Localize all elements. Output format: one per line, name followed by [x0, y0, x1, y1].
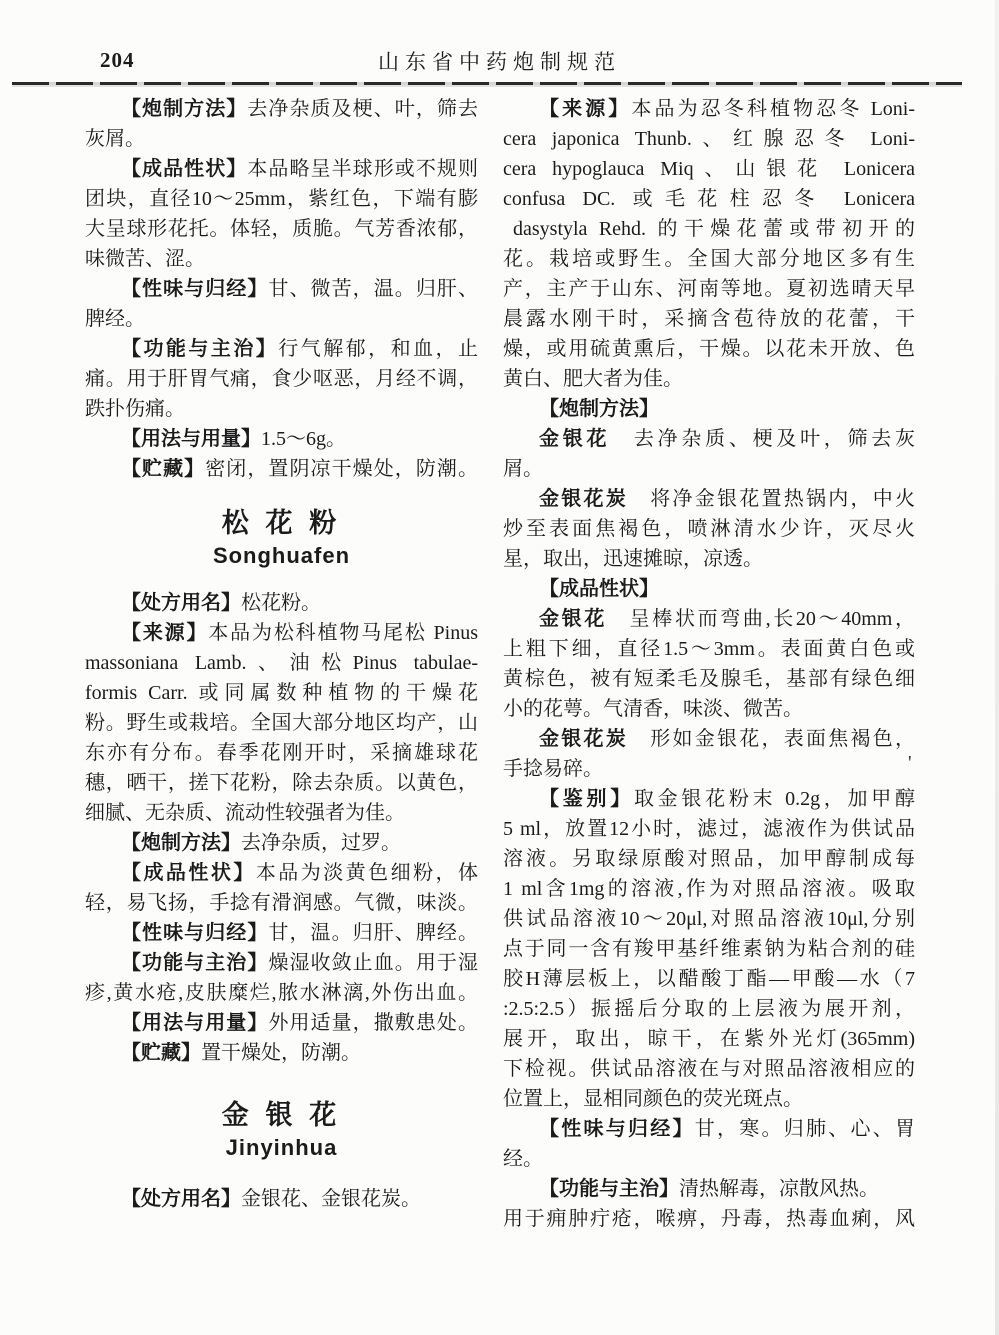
text-line: 穗，晒干，搓下花粉，除去杂质。以黄色， — [85, 772, 478, 794]
text-line: 细腻、无杂质、流动性较强者为佳。 — [85, 802, 405, 824]
text-line: 下检视。供试品溶液在与对照品溶液相应的 — [503, 1058, 915, 1080]
text-line: 金银花 去净杂质、梗及叶，筛去灰 — [539, 428, 915, 450]
text-line: 【成品性状】本品为淡黄色细粉，体 — [121, 862, 478, 884]
text-line: 轻，易飞扬，手捻有滑润感。气微，味淡。 — [85, 892, 478, 914]
text-line: 【贮藏】置干燥处，防潮。 — [121, 1042, 361, 1064]
right-column — [503, 94, 915, 1234]
section-title-cn: 松 花 粉 — [221, 508, 342, 538]
page-number: 204 — [100, 48, 135, 72]
text-line: 【功能与主治】行气解郁，和血，止 — [121, 338, 478, 360]
text-line: 【性味与归经】甘，温。归肝、脾经。 — [121, 922, 478, 944]
text-line: 东亦有分布。春季花刚开时，采摘雄球花 — [85, 742, 478, 764]
text-line: 【功能与主治】清热解毒，凉散风热。 — [539, 1178, 879, 1200]
text-line: 【来源】本品为忍冬科植物忍冬 Loni- — [539, 98, 915, 120]
text-line: 【成品性状】 — [539, 578, 659, 600]
text-line: 晨露水刚干时，采摘含苞待放的花蕾，干 — [503, 308, 915, 330]
text-line: 1 ml含1mg的溶液,作为对照品溶液。吸取 — [503, 878, 915, 900]
book-title: 山东省中药炮制规范 — [378, 50, 621, 74]
text-line: 产，主产于山东、河南等地。夏初选晴天早 — [503, 278, 915, 300]
text-line: 黄白、肥大者为佳。 — [503, 368, 683, 390]
section-title-pinyin: Songhuafen — [212, 543, 351, 568]
text-line: 脾经。 — [85, 308, 145, 330]
text-line: 星，取出，迅速摊晾，凉透。 — [503, 548, 763, 570]
text-line: 手捻易碎。 — [503, 758, 603, 780]
text-line: massoniana Lamb.、油松Pinus tabulae- — [85, 652, 478, 674]
two-column-body — [85, 94, 915, 1234]
text-line: 【炮制方法】 — [539, 398, 659, 420]
text-line: 团块，直径10～25mm，紫红色，下端有膨 — [85, 188, 478, 210]
header-rule — [12, 82, 962, 85]
text-line: 【功能与主治】燥湿收敛止血。用于湿 — [121, 952, 478, 974]
page-header — [0, 46, 999, 80]
section-title-pinyin: Jinyinhua — [225, 1135, 338, 1160]
text-line: 味微苦、涩。 — [85, 248, 205, 270]
section-heading-songhuafen — [85, 506, 478, 572]
text-line: 【处方用名】松花粉。 — [121, 592, 321, 614]
text-line: 小的花萼。气清香，味淡、微苦。 — [503, 698, 803, 720]
text-line: 痛。用于肝胃气痛，食少呕恶，月经不调， — [85, 368, 478, 390]
text-line: :2.5:2.5）振摇后分取的上层液为展开剂， — [503, 998, 915, 1020]
left-column — [85, 94, 478, 1234]
text-line: 【用法与用量】1.5～6g。 — [121, 428, 346, 450]
text-line: 胶H薄层板上，以醋酸丁酯—甲酸—水（7 — [503, 968, 915, 990]
text-line: 屑。 — [503, 458, 543, 480]
text-line: 金银花 呈棒状而弯曲,长20～40mm， — [539, 608, 915, 630]
text-line: 溶液。另取绿原酸对照品，加甲醇制成每 — [503, 848, 915, 870]
text-line: 【贮藏】密闭，置阴凉干燥处，防潮。 — [121, 458, 478, 480]
text-line: 用于痈肿疔疮，喉痹，丹毒，热毒血痢，风 — [503, 1208, 915, 1230]
text-line: 经。 — [503, 1148, 543, 1170]
text-line: 炒至表面焦褐色，喷淋清水少许，灭尽火 — [503, 518, 915, 540]
text-line: 灰屑。 — [85, 128, 145, 150]
text-line: 供试品溶液10～20μl,对照品溶液10μl,分别 — [503, 908, 915, 930]
text-line: dasystyla Rehd. 的干燥花蕾或带初开的 — [513, 218, 915, 240]
text-line: 大呈球形花托。体轻，质脆。气芳香浓郁， — [85, 218, 478, 240]
text-line: 【炮制方法】去净杂质，过罗。 — [121, 832, 401, 854]
text-line: 【性味与归经】甘，寒。归肺、心、胃 — [539, 1118, 915, 1140]
text-line: 【用法与用量】外用适量，撒敷患处。 — [121, 1012, 478, 1034]
text-line: 5 ml，放置12小时，滤过，滤液作为供试品 — [503, 818, 915, 840]
text-line: 粉。野生或栽培。全国大部分地区均产，山 — [85, 712, 478, 734]
text-line: 金银花炭 形如金银花，表面焦褐色， — [539, 728, 915, 750]
text-line: 上粗下细，直径1.5～3mm。表面黄白色或 — [503, 638, 915, 660]
text-line: 【处方用名】金银花、金银花炭。 — [121, 1188, 421, 1210]
text-line: cera japonica Thunb.、红腺忍冬 Loni- — [503, 128, 915, 150]
text-line: cera hypoglauca Miq、山银花 Lonicera — [503, 158, 915, 180]
text-line: 位置上，显相同颜色的荧光斑点。 — [503, 1088, 803, 1110]
text-line: 【来源】本品为松科植物马尾松 Pinus — [121, 622, 478, 644]
section-title-cn: 金 银 花 — [221, 1100, 342, 1130]
text-line: 金银花炭 将净金银花置热锅内，中火 — [539, 488, 915, 510]
text-line: 【成品性状】本品略呈半球形或不规则 — [121, 158, 478, 180]
section-heading-jinyinhua — [85, 1098, 478, 1164]
text-line: 花。栽培或野生。全国大部分地区多有生 — [503, 248, 915, 270]
text-line: 【炮制方法】去净杂质及梗、叶，筛去 — [121, 98, 478, 120]
text-line: 燥，或用硫黄熏后，干燥。以花未开放、色 — [503, 338, 915, 360]
text-line: confusa DC. 或毛花柱忍冬 Lonicera — [503, 188, 915, 210]
text-line: 【鉴别】取金银花粉末 0.2g，加甲醇 — [539, 788, 915, 810]
text-line: 黄棕色，被有短柔毛及腺毛，基部有绿色细 — [503, 668, 915, 690]
text-line: 疹,黄水疮,皮肤糜烂,脓水淋漓,外伤出血。 — [85, 982, 478, 1004]
text-line: 跌扑伤痛。 — [85, 398, 185, 420]
text-line: 展开，取出，晾干，在紫外光灯(365mm) — [503, 1028, 915, 1050]
text-line: 【性味与归经】甘、微苦，温。归肝、 — [121, 278, 478, 300]
text-line: 点于同一含有羧甲基纤维素钠为粘合剂的硅 — [503, 938, 915, 960]
text-line: formis Carr. 或同属数种植物的干燥花 — [85, 682, 478, 704]
